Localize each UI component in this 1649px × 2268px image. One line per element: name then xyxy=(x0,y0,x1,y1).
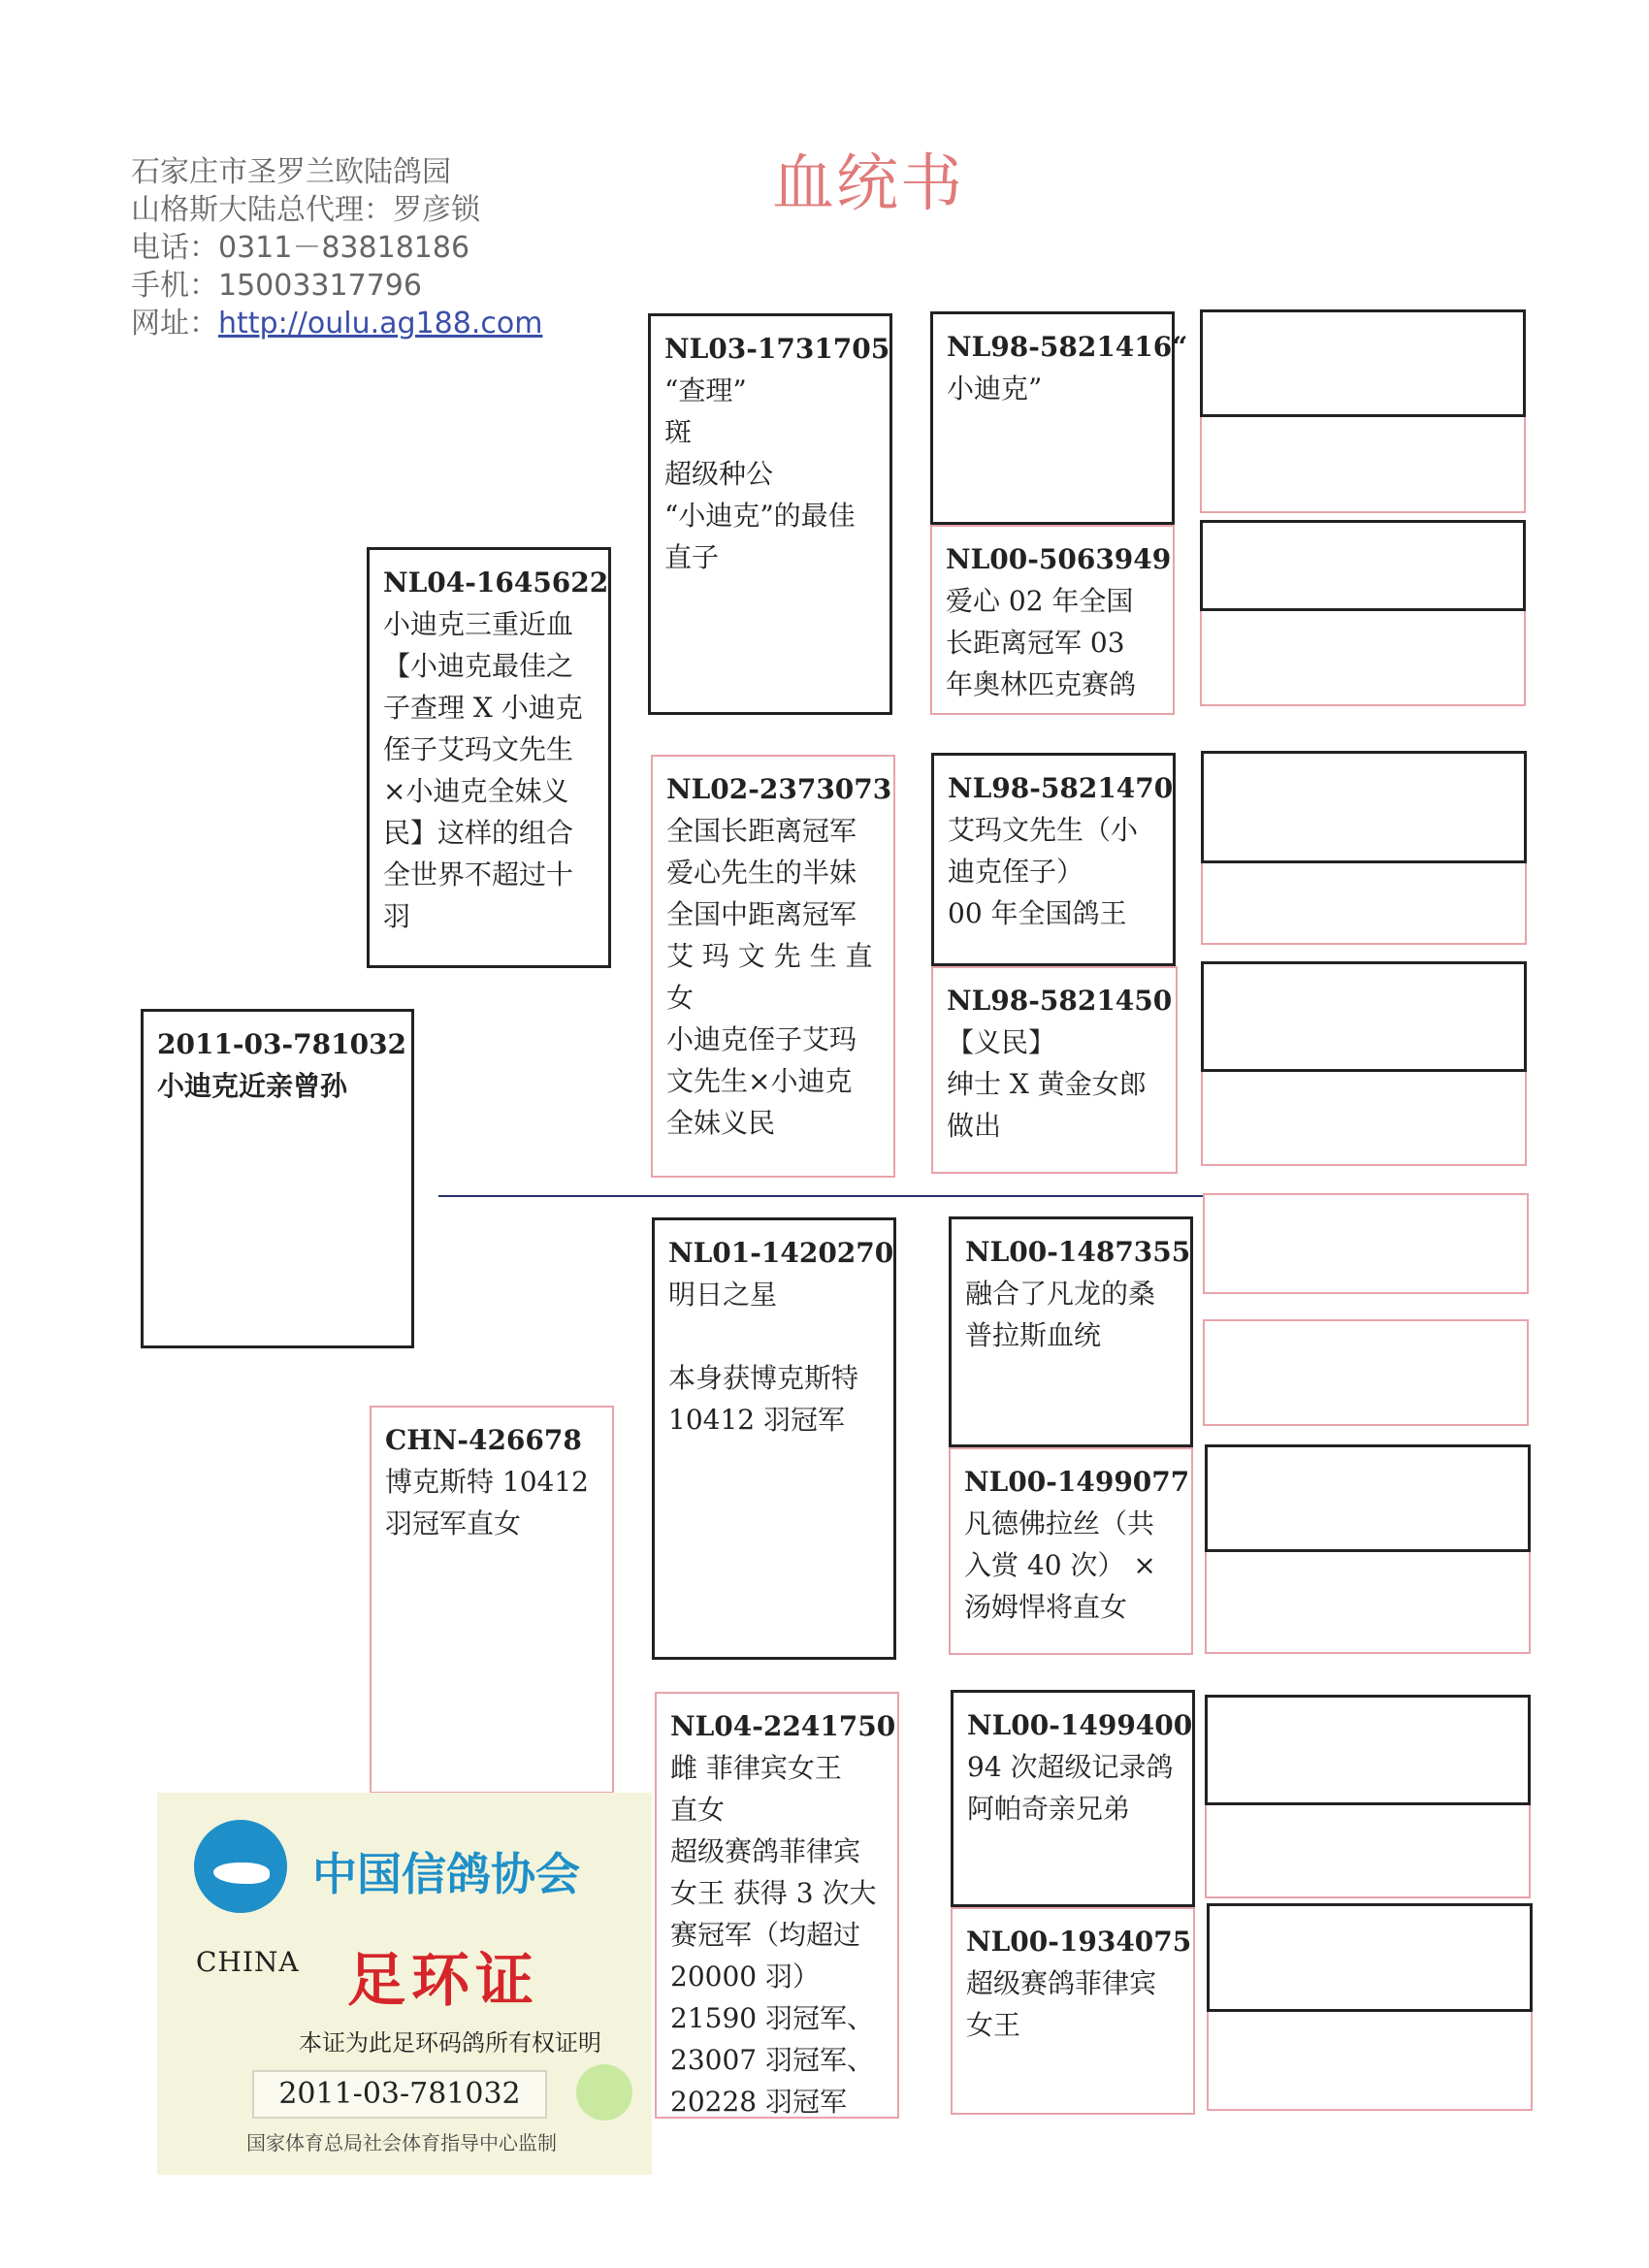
sire-dam-line: 艾 玛 文 先 生 直 xyxy=(666,940,873,972)
agent-line: 山格斯大陆总代理：罗彦锁 xyxy=(131,193,480,227)
subject-box xyxy=(141,1009,414,1348)
ggp-ring-id: NL00-1499077 xyxy=(964,1466,1190,1498)
ggp-ring-id: NL00-1499400 xyxy=(967,1709,1193,1741)
sire-dam-line: 小迪克侄子艾玛 xyxy=(666,1023,857,1055)
ggp-line: 迪克侄子） xyxy=(948,856,1084,888)
ggp-box-3 xyxy=(931,753,1176,966)
website-link[interactable]: http://oulu.ag188.com xyxy=(218,307,543,340)
phone-line: 电话：0311－83818186 xyxy=(131,231,470,265)
sire-line: 【小迪克最佳之 xyxy=(383,650,574,682)
dam-sire-box xyxy=(652,1217,896,1660)
ggp-box-7 xyxy=(951,1690,1195,1907)
ggp-text xyxy=(967,1704,1193,1830)
ggp-ring-id: NL00-5063949 xyxy=(946,543,1172,575)
ggp-line: 00 年全国鸽王 xyxy=(948,897,1127,929)
breeder-info xyxy=(131,153,542,342)
sire-dam-line: 文先生×小迪克 xyxy=(666,1065,853,1097)
subject-text xyxy=(157,1023,407,1107)
gggp-top-cell xyxy=(1200,520,1526,611)
dam-sire-line: 10412 羽冠军 xyxy=(668,1404,845,1436)
ggp-box-4 xyxy=(931,966,1178,1174)
sire-sire-line: 超级种公 xyxy=(664,458,774,490)
gggp-top-cell xyxy=(1205,1444,1531,1552)
ggp-text xyxy=(966,1921,1192,2046)
ggp-line: 普拉斯血统 xyxy=(965,1319,1102,1351)
sire-sire-box xyxy=(648,313,892,715)
gggp-box-1 xyxy=(1200,309,1526,513)
dam-ring-id: CHN-426678 xyxy=(385,1424,582,1456)
dam-line: 博克斯特 10412 xyxy=(385,1466,589,1498)
dam-dam-line: 女王 获得 3 次大 xyxy=(670,1877,877,1909)
ggp-ring-id: NL00-1934075 xyxy=(966,1926,1192,1958)
sire-sire-line: 直子 xyxy=(664,541,720,573)
sire-line: ×小迪克全妹义 xyxy=(383,775,569,807)
sire-dam-line: 爱心先生的半妹 xyxy=(666,857,857,889)
ggp-text xyxy=(948,767,1174,934)
website-line xyxy=(131,305,542,342)
ggp-box-8 xyxy=(951,1907,1195,2115)
gggp-top-cell xyxy=(1201,751,1527,863)
ggp-line: 超级赛鸽菲律宾 xyxy=(966,1967,1157,1999)
dam-box xyxy=(370,1406,614,1794)
ggp-box-2 xyxy=(930,525,1175,715)
gggp-box-8 xyxy=(1205,1695,1531,1898)
dam-dam-line: 雌 菲律宾女王 xyxy=(670,1752,842,1784)
mobile-line: 手机：15003317796 xyxy=(131,269,422,303)
certificate-supervisor: 国家体育总局社会体育指导中心监制 xyxy=(246,2131,557,2155)
ggp-ring-id: NL00-1487355 xyxy=(965,1236,1191,1268)
ggp-ring-id: NL98-5821450 xyxy=(947,985,1173,1017)
ggp-line: 年奥林匹克赛鸽 xyxy=(946,668,1137,700)
ggp-line: 爱心 02 年全国 xyxy=(946,585,1134,617)
gggp-box-7 xyxy=(1205,1444,1531,1654)
sire-sire-text xyxy=(664,328,890,578)
dam-dam-box xyxy=(655,1692,899,2119)
sire-line: 子查理 X 小迪克 xyxy=(383,692,583,724)
dam-dam-ring-id: NL04-2241750 xyxy=(670,1710,896,1742)
ggp-box-1 xyxy=(930,311,1188,525)
ring-certificate xyxy=(157,1793,652,2175)
sire-dam-line: 全国长距离冠军 xyxy=(666,815,857,847)
ggp-line: 凡德佛拉丝（共 xyxy=(964,1507,1155,1539)
sire-sire-line: “小迪克”的最佳 xyxy=(664,500,856,532)
gggp-top-cell xyxy=(1201,961,1527,1072)
ggp-line: 【义民】 xyxy=(947,1026,1056,1058)
gggp-box-9 xyxy=(1207,1903,1533,2111)
sire-dam-ring-id: NL02-2373073 xyxy=(666,773,892,805)
pedigree-divider xyxy=(438,1195,1205,1197)
certificate-org: 中国信鸽协会 xyxy=(312,1848,580,1900)
ggp-line: 绅士 X 黄金女郎 xyxy=(947,1068,1147,1100)
sire-ring-id: NL04-1645622 xyxy=(383,567,609,599)
ggp-box-6 xyxy=(949,1447,1193,1655)
ggp-ring-id: NL98-5821416“ xyxy=(947,331,1188,363)
dam-dam-line: 直女 xyxy=(670,1794,726,1826)
dam-dam-line: 21590 羽冠军、 xyxy=(670,2002,874,2034)
gggp-box-2 xyxy=(1200,520,1526,706)
dam-text xyxy=(385,1419,602,1544)
ggp-text xyxy=(947,980,1173,1147)
dam-sire-ring-id: NL01-1420270 xyxy=(668,1237,894,1269)
sire-sire-ring-id: NL03-1731705 xyxy=(664,333,890,365)
document-title: 血统书 xyxy=(772,148,964,220)
ggp-text xyxy=(946,538,1172,705)
certificate-country: CHINA xyxy=(196,1946,300,1978)
ggp-line: 阿帕奇亲兄弟 xyxy=(967,1793,1131,1825)
seal-icon xyxy=(576,2064,632,2121)
ggp-text xyxy=(964,1461,1190,1628)
sire-sire-line: 斑 xyxy=(664,416,693,448)
sire-box xyxy=(367,547,611,968)
gggp-box-6 xyxy=(1203,1319,1529,1426)
website-label: 网址： xyxy=(131,307,218,340)
gggp-box-5 xyxy=(1203,1193,1529,1294)
ggp-text xyxy=(947,326,1188,409)
sire-dam-box xyxy=(651,755,895,1178)
sire-line: 侄子艾玛文先生 xyxy=(383,733,574,765)
sire-dam-line: 全国中距离冠军 xyxy=(666,898,857,930)
gggp-top-cell xyxy=(1207,1903,1533,2012)
sire-sire-line: “查理” xyxy=(664,374,747,406)
dam-sire-line: 明日之星 xyxy=(668,1279,778,1311)
ggp-box-5 xyxy=(949,1216,1193,1447)
sire-line: 小迪克三重近血 xyxy=(383,608,574,640)
certificate-desc: 本证为此足环码鸽所有权证明 xyxy=(299,2029,601,2057)
ggp-line: 入赏 40 次） × xyxy=(964,1549,1156,1581)
dam-dam-text xyxy=(670,1705,896,2119)
sire-text xyxy=(383,562,609,937)
subject-desc: 小迪克近亲曾孙 xyxy=(157,1070,348,1102)
dam-sire-text xyxy=(668,1232,894,1441)
sire-line: 全世界不超过十 xyxy=(383,859,574,891)
certificate-ring-number: 2011-03-781032 xyxy=(252,2070,547,2119)
sire-dam-text xyxy=(666,768,892,1144)
dam-dam-line: 赛冠军（均超过 xyxy=(670,1919,861,1951)
sire-dam-line: 女 xyxy=(666,982,695,1014)
gggp-top-cell xyxy=(1205,1695,1531,1805)
sire-dam-line: 全妹义民 xyxy=(666,1107,776,1139)
ggp-line: 艾玛文先生（小 xyxy=(948,814,1139,846)
ggp-line: 汤姆悍将直女 xyxy=(964,1591,1128,1623)
ggp-line: 做出 xyxy=(947,1110,1002,1142)
ggp-ring-id: NL98-5821470 xyxy=(948,772,1174,804)
dam-dam-line: 超级赛鸽菲律宾 xyxy=(670,1835,861,1867)
subject-ring-id: 2011-03-781032 xyxy=(157,1028,407,1060)
ggp-line: 女王 xyxy=(966,2009,1021,2041)
gggp-box-3 xyxy=(1201,751,1527,945)
gggp-top-cell xyxy=(1200,309,1526,417)
sire-line: 羽 xyxy=(383,900,411,932)
dam-sire-line: 本身获博克斯特 xyxy=(668,1362,859,1394)
gggp-box-4 xyxy=(1201,961,1527,1166)
dam-line: 羽冠军直女 xyxy=(385,1507,522,1539)
dove-logo-icon xyxy=(194,1820,287,1913)
dam-sire-line xyxy=(668,1315,884,1357)
dam-dam-line: 20228 羽冠军 xyxy=(670,2086,847,2118)
dam-dam-line: 23007 羽冠军、 xyxy=(670,2044,874,2076)
certificate-name: 足环证 xyxy=(347,1947,539,2015)
breeder-name: 石家庄市圣罗兰欧陆鸽园 xyxy=(131,155,451,189)
ggp-text xyxy=(965,1231,1191,1356)
ggp-line: 长距离冠军 03 xyxy=(946,627,1125,659)
dam-dam-line: 20000 羽） xyxy=(670,1960,820,1993)
ggp-line: 小迪克” xyxy=(947,373,1043,405)
ggp-line: 94 次超级记录鸽 xyxy=(967,1751,1174,1783)
sire-line: 民】这样的组合 xyxy=(383,817,574,849)
ggp-line: 融合了凡龙的桑 xyxy=(965,1278,1156,1310)
